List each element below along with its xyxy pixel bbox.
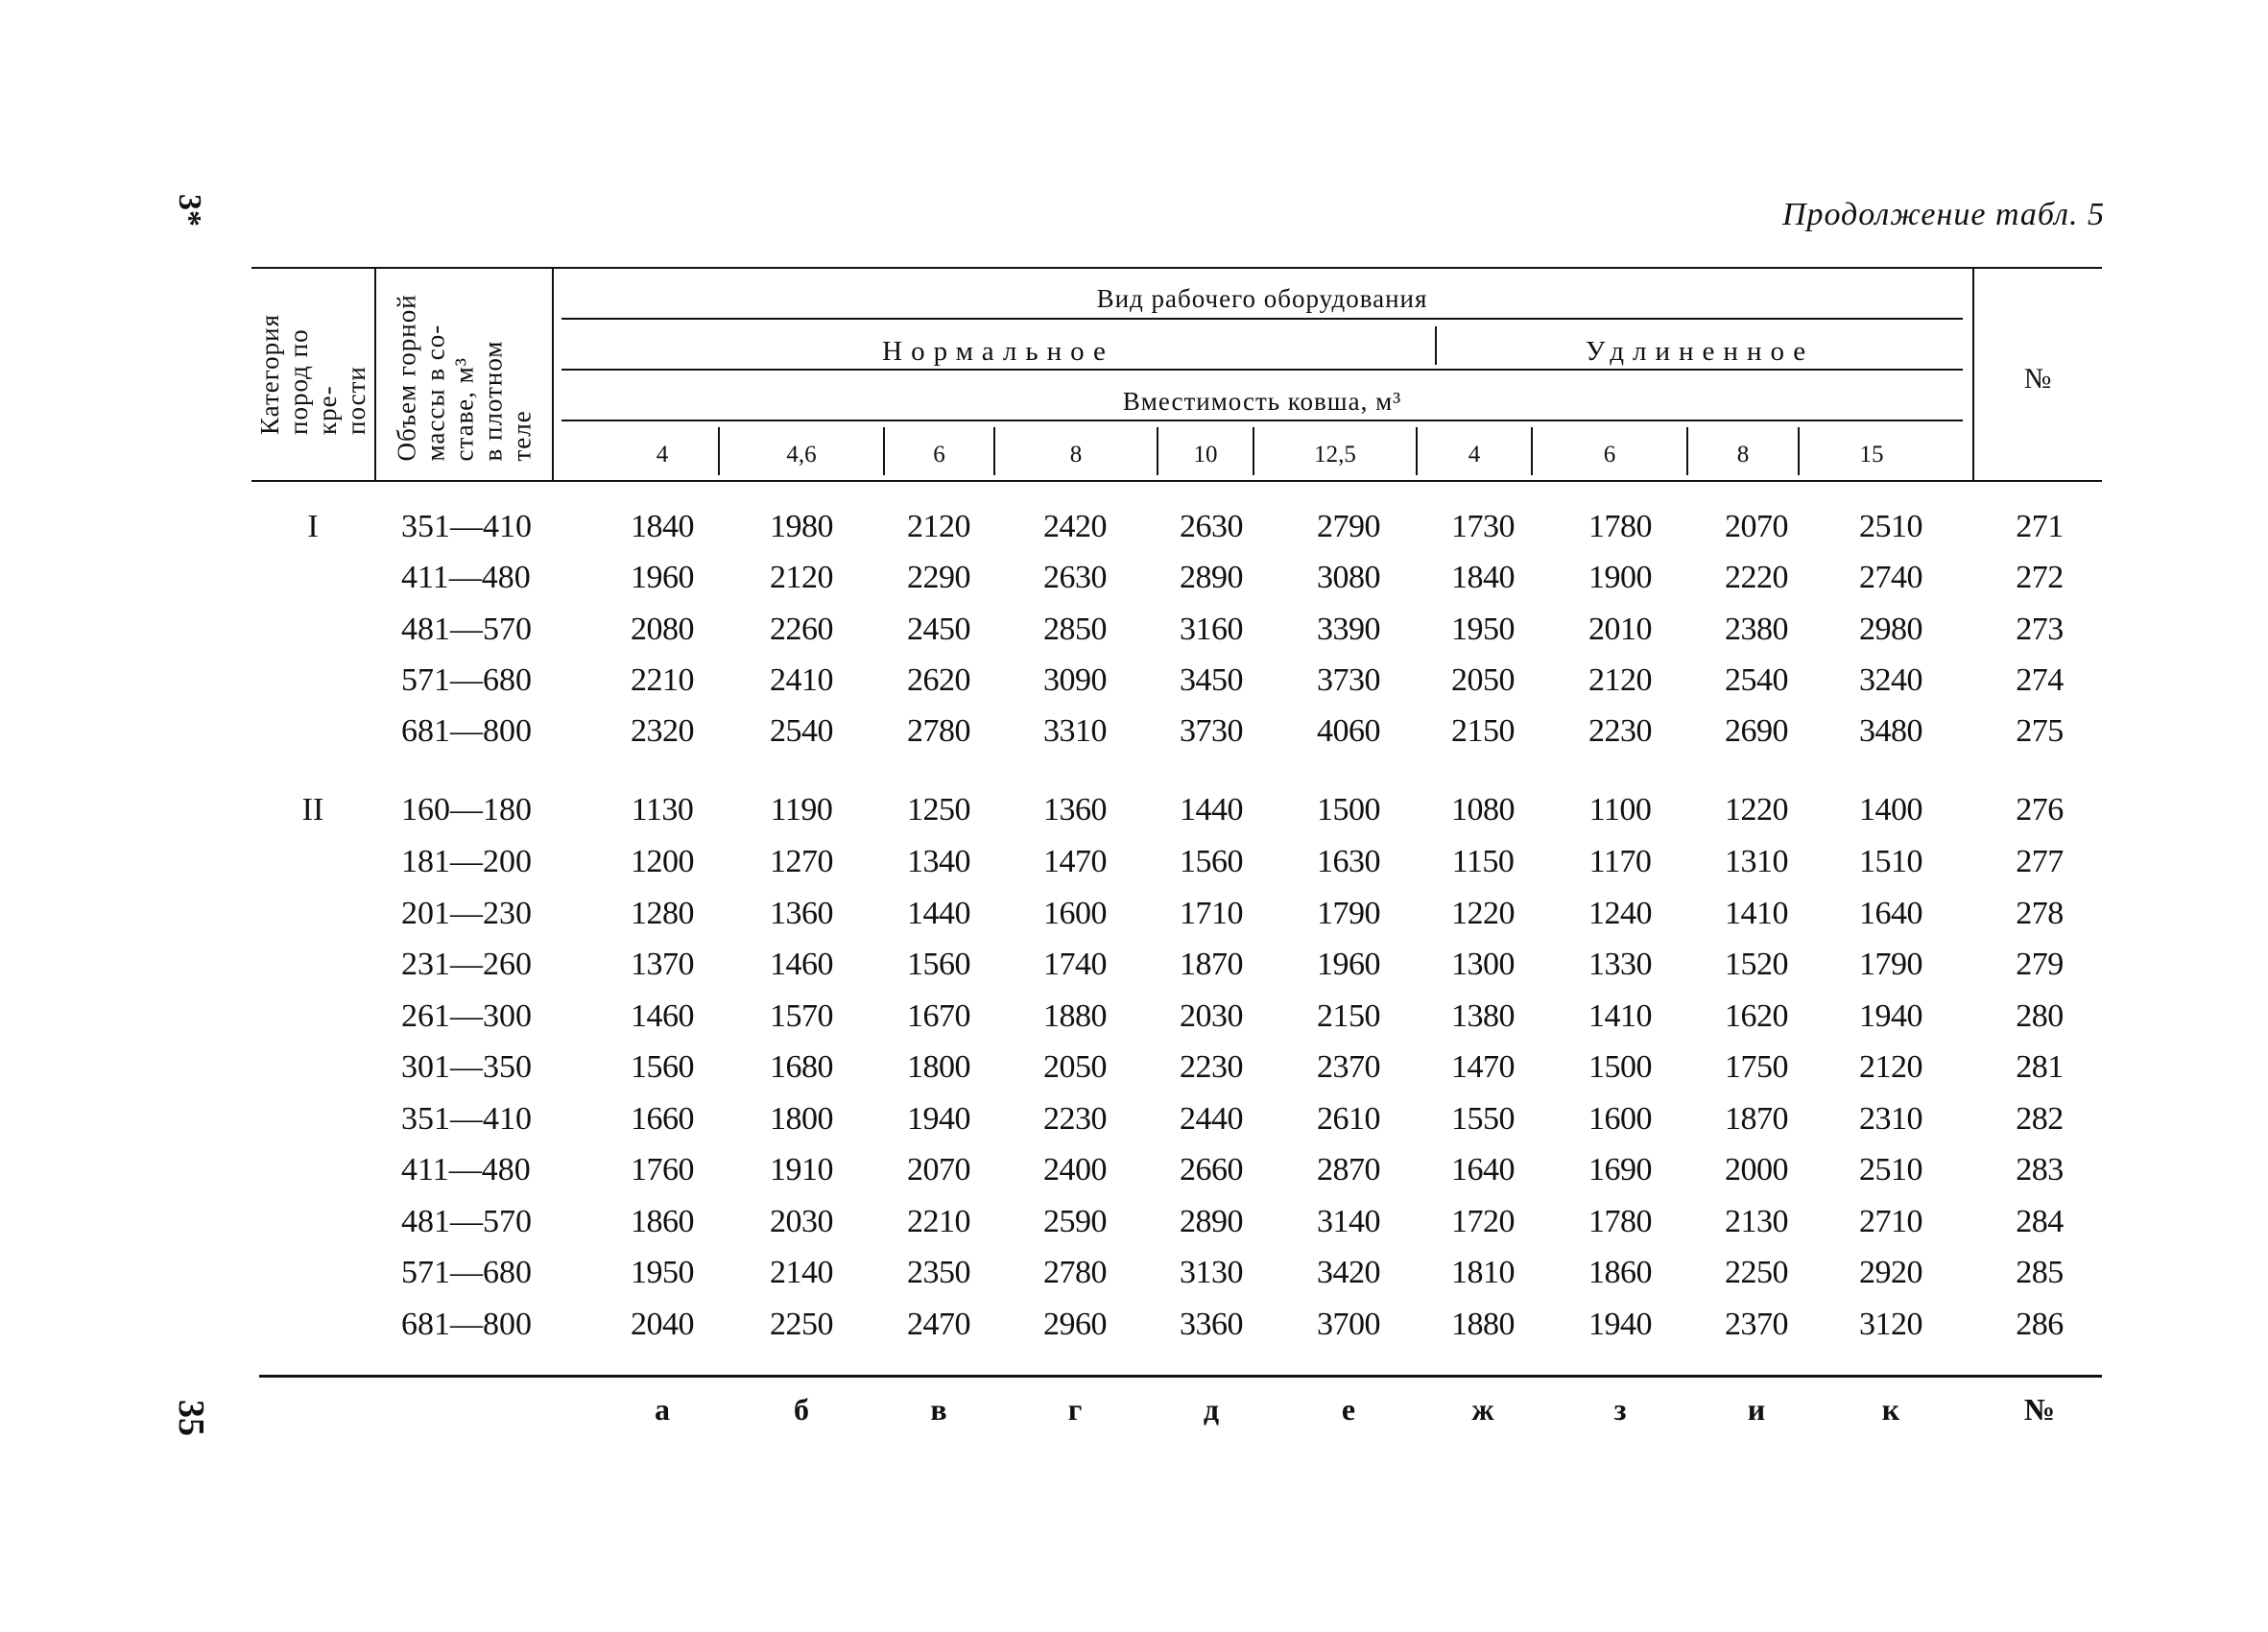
header-volume-cell <box>376 267 552 480</box>
footer-column-letter: ж <box>1471 1392 1494 1427</box>
cell-value: 2590 <box>1043 1204 1107 1239</box>
capacity-cell: 4,6 <box>786 442 817 468</box>
cell-value: 2230 <box>1180 1049 1243 1085</box>
cell-value: 1550 <box>1451 1101 1515 1137</box>
cell-value: 1940 <box>907 1101 970 1137</box>
row-number: 282 <box>2016 1101 2064 1137</box>
cell-value: 1730 <box>1451 509 1515 544</box>
row-volume-range: 681—800 <box>401 713 532 749</box>
row-number: 284 <box>2016 1204 2064 1239</box>
cell-value: 2070 <box>1725 509 1788 544</box>
capacity-cell: 6 <box>933 442 945 468</box>
cell-value: 1690 <box>1588 1152 1652 1188</box>
cell-value: 1360 <box>1043 792 1107 828</box>
capacity-cell: 8 <box>1069 442 1083 468</box>
capacity-cell: 12,5 <box>1314 442 1356 468</box>
cell-value: 3130 <box>1180 1255 1243 1290</box>
cell-value: 1460 <box>631 998 694 1034</box>
header-category-cell <box>251 267 374 480</box>
cell-value: 1710 <box>1180 896 1243 931</box>
cell-value: 2610 <box>1317 1101 1380 1137</box>
row-category: I <box>307 509 319 544</box>
footer-column-letter: д <box>1203 1392 1220 1427</box>
cell-value: 2630 <box>1043 560 1107 595</box>
cell-value: 1620 <box>1725 998 1788 1034</box>
cell-value: 1740 <box>1043 947 1107 982</box>
cell-value: 2030 <box>770 1204 833 1239</box>
cell-value: 1130 <box>631 792 694 828</box>
cell-value: 1370 <box>631 947 694 982</box>
cell-value: 1880 <box>1043 998 1107 1034</box>
row-volume-range: 351—410 <box>401 509 532 544</box>
cell-value: 2890 <box>1180 1204 1243 1239</box>
cell-value: 1680 <box>770 1049 833 1085</box>
cell-value: 1570 <box>770 998 833 1034</box>
cell-value: 1500 <box>1588 1049 1652 1085</box>
cell-value: 1660 <box>631 1101 694 1137</box>
cell-value: 1840 <box>631 509 694 544</box>
cell-value: 1440 <box>1180 792 1243 828</box>
side-page-mark-top: 3* <box>172 194 207 227</box>
cell-value: 4060 <box>1317 713 1380 749</box>
cell-value: 2620 <box>907 662 970 698</box>
header-extended: Удлиненное <box>1585 336 1815 367</box>
cell-value: 1800 <box>770 1101 833 1137</box>
cell-value: 1400 <box>1859 792 1922 828</box>
cell-value: 1810 <box>1451 1255 1515 1290</box>
cell-value: 1410 <box>1588 998 1652 1034</box>
cell-value: 2660 <box>1180 1152 1243 1188</box>
cell-value: 1760 <box>631 1152 694 1188</box>
row-volume-range: 231—260 <box>401 947 532 982</box>
header-volume: Объем горной массы в со- ставе, м³ в плотном теле <box>392 294 537 462</box>
cell-value: 2450 <box>907 612 970 647</box>
row-number: 281 <box>2016 1049 2064 1085</box>
cell-value: 1330 <box>1588 947 1652 982</box>
row-number: 272 <box>2016 560 2064 595</box>
cell-value: 3360 <box>1180 1307 1243 1342</box>
row-volume-range: 261—300 <box>401 998 532 1034</box>
cell-value: 2510 <box>1859 1152 1922 1188</box>
cell-value: 1460 <box>770 947 833 982</box>
cell-value: 1640 <box>1859 896 1922 931</box>
row-volume-range: 571—680 <box>401 1255 532 1290</box>
cell-value: 1800 <box>907 1049 970 1085</box>
cell-value: 1630 <box>1317 844 1380 879</box>
vrule-volume <box>552 267 554 480</box>
cell-value: 2260 <box>770 612 833 647</box>
cell-value: 1940 <box>1859 998 1922 1034</box>
cell-value: 1860 <box>631 1204 694 1239</box>
footer-column-letter: б <box>794 1392 809 1427</box>
cell-value: 2120 <box>1588 662 1652 698</box>
cell-value: 2920 <box>1859 1255 1922 1290</box>
cell-value: 2120 <box>770 560 833 595</box>
cell-value: 2210 <box>907 1204 970 1239</box>
cell-value: 3120 <box>1859 1307 1922 1342</box>
cell-value: 2140 <box>770 1255 833 1290</box>
cell-value: 2510 <box>1859 509 1922 544</box>
row-volume-range: 481—570 <box>401 1204 532 1239</box>
cell-value: 1560 <box>631 1049 694 1085</box>
footer-column-letter: и <box>1747 1392 1766 1427</box>
cell-value: 3090 <box>1043 662 1107 698</box>
cell-value: 2250 <box>770 1307 833 1342</box>
capacity-cell: 8 <box>1736 442 1750 468</box>
cell-value: 1870 <box>1725 1101 1788 1137</box>
row-number: 278 <box>2016 896 2064 931</box>
cell-value: 3160 <box>1180 612 1243 647</box>
cell-value: 1790 <box>1859 947 1922 982</box>
cell-value: 3450 <box>1180 662 1243 698</box>
cell-value: 3730 <box>1317 662 1380 698</box>
cell-value: 1600 <box>1043 896 1107 931</box>
cell-value: 2410 <box>770 662 833 698</box>
cell-value: 2780 <box>907 713 970 749</box>
cell-value: 2130 <box>1725 1204 1788 1239</box>
cell-value: 2540 <box>770 713 833 749</box>
footer-column-letter: в <box>930 1392 947 1427</box>
cell-value: 1640 <box>1451 1152 1515 1188</box>
cell-value: 2980 <box>1859 612 1922 647</box>
cell-value: 1510 <box>1859 844 1922 879</box>
cell-value: 2250 <box>1725 1255 1788 1290</box>
cell-value: 3310 <box>1043 713 1107 749</box>
cell-value: 2040 <box>631 1307 694 1342</box>
cell-value: 1980 <box>770 509 833 544</box>
header-category: Категория пород по кре- пости <box>255 314 370 435</box>
cell-value: 2320 <box>631 713 694 749</box>
cell-value: 2470 <box>907 1307 970 1342</box>
row-volume-range: 681—800 <box>401 1307 532 1342</box>
cell-value: 2150 <box>1451 713 1515 749</box>
row-volume-range: 351—410 <box>401 1101 532 1137</box>
row-number: 276 <box>2016 792 2064 828</box>
cell-value: 2440 <box>1180 1101 1243 1137</box>
cell-value: 1100 <box>1588 792 1652 828</box>
row-number: 279 <box>2016 947 2064 982</box>
cell-value: 1750 <box>1725 1049 1788 1085</box>
cell-value: 1790 <box>1317 896 1380 931</box>
cell-value: 2350 <box>907 1255 970 1290</box>
header-number: № <box>2023 363 2053 395</box>
capacity-cell: 15 <box>1859 442 1884 468</box>
cell-value: 3240 <box>1859 662 1922 698</box>
cell-value: 1870 <box>1180 947 1243 982</box>
cell-value: 2220 <box>1725 560 1788 595</box>
row-number: 286 <box>2016 1307 2064 1342</box>
cell-value: 1170 <box>1588 844 1652 879</box>
cell-value: 2870 <box>1317 1152 1380 1188</box>
cell-value: 3730 <box>1180 713 1243 749</box>
row-number: 273 <box>2016 612 2064 647</box>
footer-column-letter: к <box>1881 1392 1900 1427</box>
footer-number: № <box>2023 1392 2056 1427</box>
cell-value: 1200 <box>631 844 694 879</box>
capacity-cell: 10 <box>1193 442 1218 468</box>
cell-value: 2070 <box>907 1152 970 1188</box>
cell-value: 1910 <box>770 1152 833 1188</box>
cell-value: 1190 <box>770 792 833 828</box>
cell-value: 3140 <box>1317 1204 1380 1239</box>
footer-column-letter: е <box>1341 1392 1356 1427</box>
cell-value: 1950 <box>1451 612 1515 647</box>
row-volume-range: 411—480 <box>401 1152 531 1188</box>
header-bottom-rule <box>251 480 2102 482</box>
row-number: 274 <box>2016 662 2064 698</box>
cell-value: 3390 <box>1317 612 1380 647</box>
footer-column-letter: з <box>1613 1392 1627 1427</box>
cell-value: 1960 <box>1317 947 1380 982</box>
row-number: 271 <box>2016 509 2064 544</box>
row-volume-range: 301—350 <box>401 1049 532 1085</box>
cell-value: 2210 <box>631 662 694 698</box>
cell-value: 2850 <box>1043 612 1107 647</box>
cell-value: 1470 <box>1043 844 1107 879</box>
cell-value: 1860 <box>1588 1255 1652 1290</box>
row-number: 275 <box>2016 713 2064 749</box>
cell-value: 2290 <box>907 560 970 595</box>
cell-value: 1360 <box>770 896 833 931</box>
cell-value: 1440 <box>907 896 970 931</box>
footer-column-letter: г <box>1067 1392 1083 1427</box>
cell-value: 1600 <box>1588 1101 1652 1137</box>
row-number: 285 <box>2016 1255 2064 1290</box>
cell-value: 2630 <box>1180 509 1243 544</box>
cell-value: 3480 <box>1859 713 1922 749</box>
cell-value: 2380 <box>1725 612 1788 647</box>
cell-value: 3420 <box>1317 1255 1380 1290</box>
cell-value: 2030 <box>1180 998 1243 1034</box>
cell-value: 2960 <box>1043 1307 1107 1342</box>
cell-value: 1340 <box>907 844 970 879</box>
capacity-cell: 6 <box>1603 442 1616 468</box>
cell-value: 1470 <box>1451 1049 1515 1085</box>
cell-value: 2890 <box>1180 560 1243 595</box>
cell-value: 1940 <box>1588 1307 1652 1342</box>
row-volume-range: 201—230 <box>401 896 532 931</box>
table-bottom-rule <box>259 1375 2102 1378</box>
rule-type <box>561 369 1963 371</box>
cell-value: 1280 <box>631 896 694 931</box>
row-number: 283 <box>2016 1152 2064 1188</box>
cell-value: 2150 <box>1317 998 1380 1034</box>
cell-value: 1220 <box>1451 896 1515 931</box>
cell-value: 2050 <box>1043 1049 1107 1085</box>
cell-value: 1300 <box>1451 947 1515 982</box>
cell-value: 1150 <box>1451 844 1515 879</box>
cell-value: 1900 <box>1588 560 1652 595</box>
cell-value: 1500 <box>1317 792 1380 828</box>
cell-value: 2230 <box>1588 713 1652 749</box>
cell-value: 2400 <box>1043 1152 1107 1188</box>
row-volume-range: 481—570 <box>401 612 532 647</box>
cell-value: 1780 <box>1588 509 1652 544</box>
cell-value: 3700 <box>1317 1307 1380 1342</box>
rule-capacity <box>561 420 1963 421</box>
row-volume-range: 571—680 <box>401 662 532 698</box>
cell-value: 1380 <box>1451 998 1515 1034</box>
cell-value: 1840 <box>1451 560 1515 595</box>
cell-value: 1960 <box>631 560 694 595</box>
cell-value: 2540 <box>1725 662 1788 698</box>
cell-value: 2050 <box>1451 662 1515 698</box>
header-normal: Нормальное <box>882 336 1114 367</box>
cell-value: 3080 <box>1317 560 1380 595</box>
cell-value: 2740 <box>1859 560 1922 595</box>
cell-value: 1950 <box>631 1255 694 1290</box>
cell-value: 2420 <box>1043 509 1107 544</box>
cell-value: 1240 <box>1588 896 1652 931</box>
cell-value: 1080 <box>1451 792 1515 828</box>
cell-value: 1220 <box>1725 792 1788 828</box>
cell-value: 2010 <box>1588 612 1652 647</box>
capacity-cell: 4 <box>656 442 669 468</box>
cell-value: 2310 <box>1859 1101 1922 1137</box>
row-category: II <box>301 792 324 828</box>
cell-value: 1410 <box>1725 896 1788 931</box>
cell-value: 1310 <box>1725 844 1788 879</box>
cell-value: 2120 <box>907 509 970 544</box>
row-volume-range: 411—480 <box>401 560 531 595</box>
cell-value: 2780 <box>1043 1255 1107 1290</box>
cell-value: 1520 <box>1725 947 1788 982</box>
cell-value: 2690 <box>1725 713 1788 749</box>
cell-value: 1270 <box>770 844 833 879</box>
footer-column-letter: а <box>655 1392 670 1427</box>
header-bucket-capacity: Вместимость ковша, м³ <box>1122 387 1402 416</box>
cell-value: 1560 <box>907 947 970 982</box>
header-equipment-type: Вид рабочего оборудования <box>1096 284 1428 313</box>
cell-value: 1560 <box>1180 844 1243 879</box>
row-volume-range: 160—180 <box>401 792 532 828</box>
side-page-number: 35 <box>171 1400 211 1436</box>
cell-value: 1250 <box>907 792 970 828</box>
cell-value: 1880 <box>1451 1307 1515 1342</box>
row-number: 277 <box>2016 844 2064 879</box>
table-caption: Продолжение табл. 5 <box>1781 197 2105 232</box>
cell-value: 2230 <box>1043 1101 1107 1137</box>
cell-value: 1670 <box>907 998 970 1034</box>
row-volume-range: 181—200 <box>401 844 532 879</box>
rule-equipment <box>561 318 1963 320</box>
capacity-cell: 4 <box>1468 442 1481 468</box>
cell-value: 2370 <box>1725 1307 1788 1342</box>
cell-value: 2790 <box>1317 509 1380 544</box>
cell-value: 1780 <box>1588 1204 1652 1239</box>
cell-value: 2710 <box>1859 1204 1922 1239</box>
cell-value: 2000 <box>1725 1152 1788 1188</box>
row-number: 280 <box>2016 998 2064 1034</box>
cell-value: 2370 <box>1317 1049 1380 1085</box>
cell-value: 1720 <box>1451 1204 1515 1239</box>
cell-value: 2120 <box>1859 1049 1922 1085</box>
cell-value: 2080 <box>631 612 694 647</box>
